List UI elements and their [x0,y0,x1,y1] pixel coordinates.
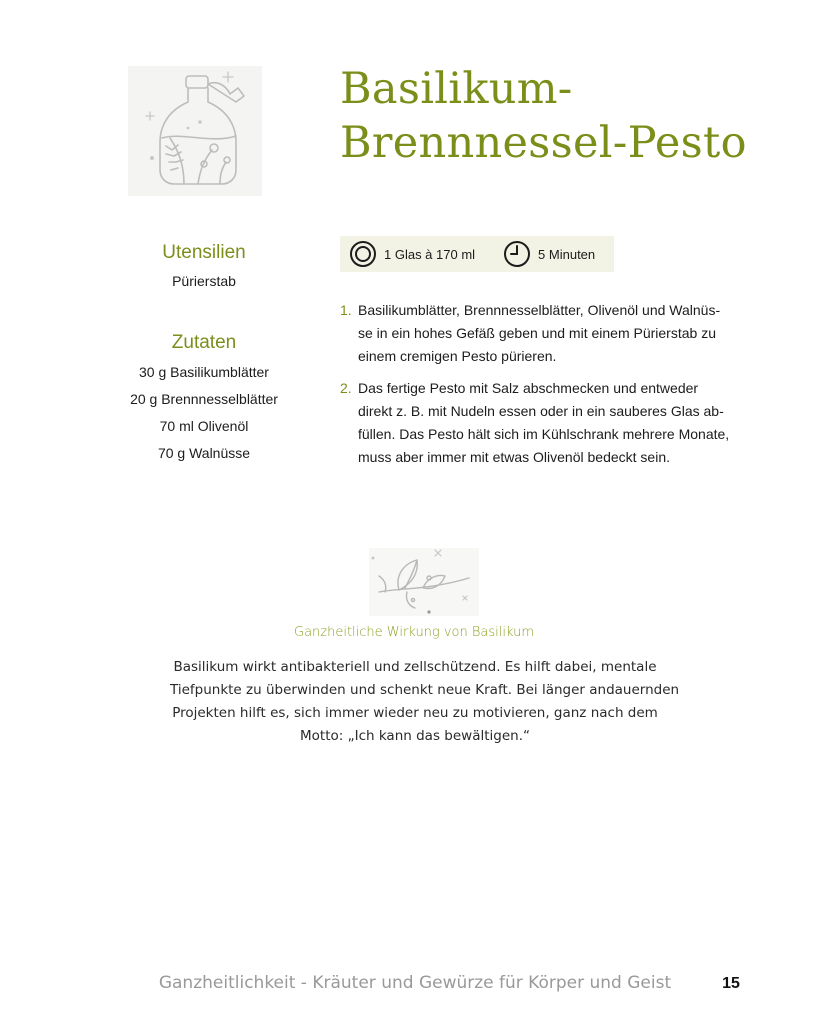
note-line: Basilikum wirkt antibakteriell und zellschützend. Es hilft dabei, mentale [173,659,657,675]
step-item [340,299,760,368]
holistic-effect-heading: Ganzheitliche Wirkung von Basilikum [294,625,534,640]
yield-text: 1 Glas à 170 ml [384,246,476,262]
recipe-title-line-1: Basilikum- [340,64,573,114]
note-line: Tiefpunkte zu überwinden und schenkt neue Kraft. Bei länger andauernden [170,682,680,698]
step-line: Basilikumblätter, Brennnesselblätter, Olivenöl und Walnüs- [358,302,721,318]
step-line: einem cremigen Pesto pürieren. [358,348,557,364]
step-number: 1. [340,302,352,318]
time-text: 5 Minuten [538,246,596,262]
ingredient-item: 70 g Walnüsse [157,445,251,461]
step-number: 2. [340,380,352,396]
ingredient-item: 20 g Brennnesselblätter [130,391,278,407]
yield-info [349,240,475,268]
holistic-effect-text [170,656,680,748]
step-text [358,377,753,469]
ingredients-heading: Zutaten [171,332,237,353]
ingredient-item: 30 g Basilikumblätter [139,364,269,380]
note-line: Projekten hilft es, sich immer wieder neu zu motivieren, ganz nach dem [172,705,658,721]
step-line: se in ein hohes Gefäß geben und mit einem Pürierstab zu [358,325,716,341]
utensil-item: Pürierstab [172,273,236,289]
utensils-heading: Utensilien [162,242,246,263]
herb-bottle-illustration [128,66,262,196]
leaf-branch-ornament [369,548,479,616]
step-line: Das fertige Pesto mit Salz abschmecken und entweder [358,380,699,396]
clock-icon [503,240,531,268]
step-line: muss aber immer mit etwas Olivenöl bedeckt sein. [358,449,670,465]
step-text [358,299,753,368]
footer-book-title: Ganzheitlichkeit - Kräuter und Gewürze für Körper und Geist [158,973,672,993]
step-line: direkt z. B. mit Nudeln essen oder in ein sauberes Glas ab- [358,403,724,419]
page-number: 15 [722,975,740,992]
ingredient-item: 70 ml Olivenöl [159,418,249,434]
jar-target-icon [349,240,377,268]
leaf-branch-icon [369,548,479,616]
note-line: Motto: „Ich kann das bewältigen.“ [300,728,530,744]
step-item [340,377,760,469]
instruction-steps [340,299,760,478]
bottle-icon [128,66,262,196]
time-info [503,240,595,268]
step-line: füllen. Das Pesto hält sich im Kühlschrank mehrere Monate, [358,426,730,442]
recipe-info-bar [340,236,614,272]
recipe-title [340,62,780,170]
recipe-title-line-2: Brennnessel-Pesto [340,118,747,168]
ingredient-list [104,361,304,469]
